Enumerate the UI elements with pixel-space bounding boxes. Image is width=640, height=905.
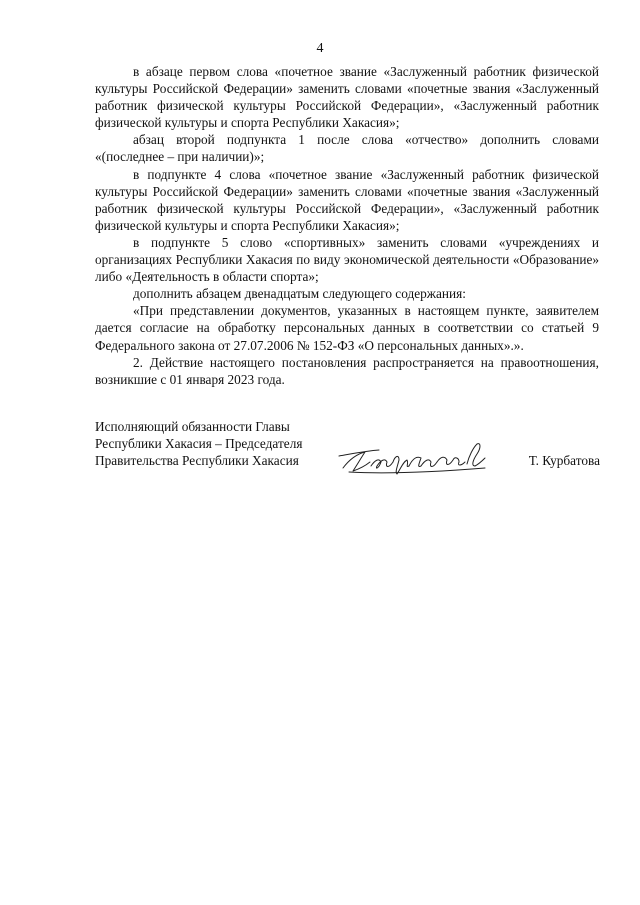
handwritten-signature bbox=[335, 438, 515, 478]
signatory-title-line: Правительства Республики Хакасия bbox=[95, 453, 299, 469]
document-body bbox=[95, 63, 599, 388]
paragraph: 2. Действие настоящего постановления распространяется на правоотношения, возникшие с 01 января 2023 года. bbox=[95, 354, 599, 387]
paragraph: в подпункте 5 слово «спортивных» заменить словами «учреждениях и организациях Республики Хакасия по виду экономической деятельности «Образование» либо «Деятельность в области спорта»; bbox=[95, 234, 599, 285]
signatory-title-line: Республики Хакасия – Председателя bbox=[95, 436, 303, 452]
signature-block bbox=[95, 418, 600, 478]
paragraph: в абзаце первом слова «почетное звание «Заслуженный работник физической культуры Российской Федерации» заменить словами «почетные звания «Заслуженный работник физической культуры Российской Федерации», «Заслуженный работник физической культуры и спорта Республики Хакасия»; bbox=[95, 64, 599, 131]
paragraph: дополнить абзацем двенадцатым следующего содержания: bbox=[133, 286, 466, 302]
paragraph: в подпункте 4 слова «почетное звание «Заслуженный работник физической культуры Российской Федерации» заменить словами «почетные звания «Заслуженный работник физической культуры Российской Федерации», «Заслуженный работник физической культуры и спорта Республики Хакасия»; bbox=[95, 166, 599, 233]
paragraph: абзац второй подпункта 1 после слова «отчество» дополнить словами «(последнее – при наличии)»; bbox=[95, 132, 599, 165]
signatory-title bbox=[95, 418, 302, 469]
paragraph: «При представлении документов, указанных в настоящем пункте, заявителем дается согласие на обработку персональных данных в соответствии со статьей 9 Федерального закона от 27.07.2006 № 152-ФЗ «О персональных данных».». bbox=[95, 303, 599, 353]
signatory-title-line: Исполняющий обязанности Главы bbox=[95, 419, 290, 434]
signatory-name: Т. Курбатова bbox=[528, 453, 600, 468]
page-number: 4 bbox=[316, 41, 324, 56]
